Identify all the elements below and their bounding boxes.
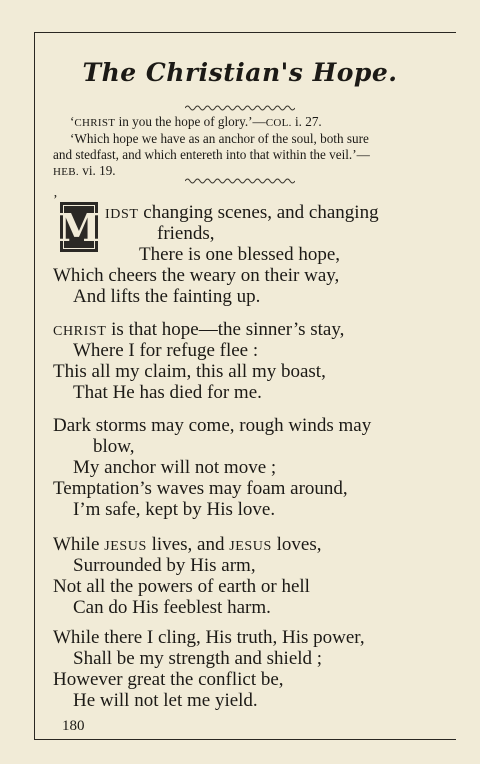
stanza2-line1: CHRIST is that hope—the sinner’s stay, <box>53 319 345 340</box>
stanza4-line2: Surrounded by His arm, <box>73 555 256 576</box>
stanza1-line1-cont: friends, <box>157 223 215 244</box>
stanza1-line1: IDST changing scenes, and changing <box>105 202 379 223</box>
stanza3-line1: Dark storms may come, rough winds may <box>53 415 372 436</box>
stanza5-line4: He will not let me yield. <box>73 690 258 711</box>
stanza1-line2: There is one blessed hope, <box>139 244 341 265</box>
stanza3-line2: My anchor will not move ; <box>73 457 277 478</box>
epigraph-line-4: HEB. vi. 19. <box>53 163 116 178</box>
wavy-rule-top <box>0 104 480 112</box>
page-number: 180 <box>62 718 85 734</box>
wavy-rule-bottom <box>0 177 480 185</box>
stanza2-line4: That He has died for me. <box>73 382 262 403</box>
stanza5-line1: While there I cling, His truth, His power, <box>53 627 365 648</box>
stanza3-line4: I’m safe, kept by His love. <box>73 499 276 520</box>
stanza5-line2: Shall be my strength and shield ; <box>73 648 323 669</box>
stanza2-line2: Where I for refuge flee : <box>73 340 259 361</box>
epigraph-line-3: and stedfast, and which entereth into that within the veil.’— <box>53 147 370 162</box>
page-title: The Christian's Hope. <box>82 58 398 87</box>
stanza3-line3: Temptation’s waves may foam around, <box>53 478 348 499</box>
stanza2-line3: This all my claim, this all my boast, <box>53 361 326 382</box>
epigraph-line-1: ‘CHRIST in you the hope of glory.’—COL. i. 27. <box>70 114 322 129</box>
stanza1-line4: And lifts the fainting up. <box>73 286 261 307</box>
stanza3-line1-cont: blow, <box>93 436 135 457</box>
stanza4-line1: While JESUS lives, and JESUS loves, <box>53 534 322 555</box>
open-quote: ’ <box>53 193 58 208</box>
stanza4-line4: Can do His feeblest harm. <box>73 597 271 618</box>
epigraph-line-2: ‘Which hope we have as an anchor of the soul, both sure <box>70 131 369 146</box>
stanza4-line3: Not all the powers of earth or hell <box>53 576 310 597</box>
stanza5-line3: However great the conflict be, <box>53 669 284 690</box>
drop-cap: M <box>60 202 98 252</box>
stanza1-line3: Which cheers the weary on their way, <box>53 265 340 286</box>
